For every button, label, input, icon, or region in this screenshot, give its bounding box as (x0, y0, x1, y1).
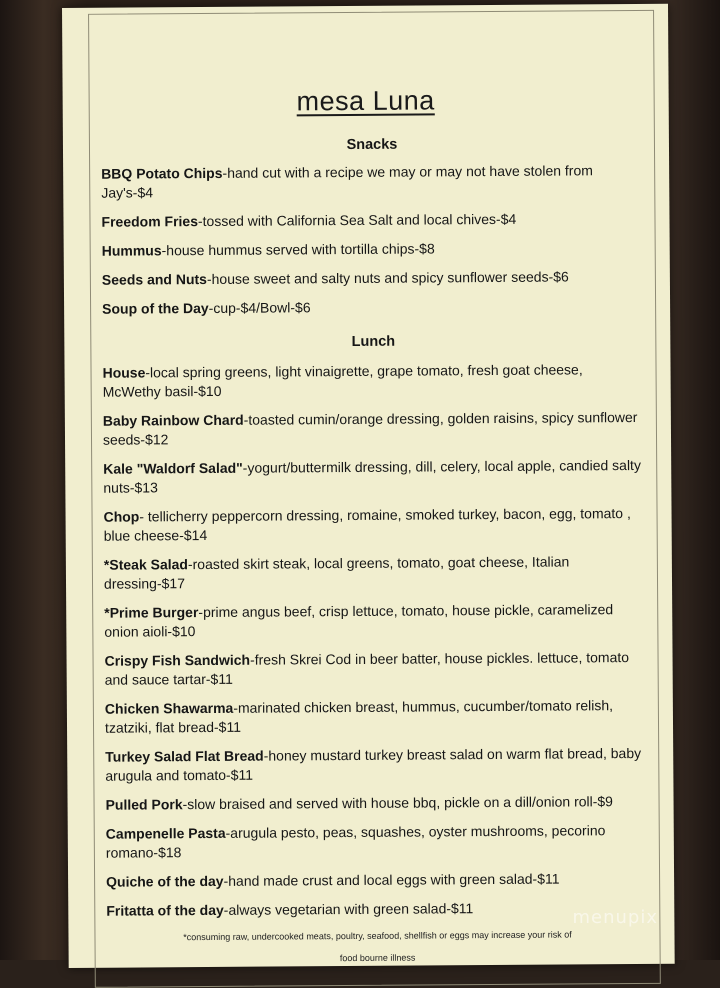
item-description: -hand made crust and local eggs with green salad-$11 (223, 870, 560, 889)
item-name: Freedom Fries (101, 213, 199, 230)
menu-item (104, 552, 646, 594)
item-name: Seeds and Nuts (101, 270, 207, 288)
item-name: *Steak Salad (103, 556, 189, 573)
menu-item (101, 161, 643, 203)
note-line-2: food bourne illness (339, 952, 416, 964)
menu-item (101, 209, 643, 232)
item-description: - tellicherry peppercorn dressing, romaine, smoked turkey, bacon, egg, tomato , blue cheese-$14 (103, 505, 631, 544)
menu-item (106, 869, 648, 892)
menu-item (105, 744, 647, 786)
item-description: -fresh Skrei Cod in beer batter, house pickles. lettuce, tomato and sauce tartar-$11 (104, 649, 630, 688)
item-description: -honey mustard turkey breast salad on warm flat bread, baby arugula and tomato-$11 (105, 744, 642, 784)
item-name: Chop (103, 508, 140, 525)
item-name: Turkey Salad Flat Bread (105, 747, 264, 765)
item-description: -toasted cumin/orange dressing, golden raisins, spicy sunflower seeds-$12 (102, 408, 638, 448)
item-description: -local spring greens, light vinaigrette, grape tomato, fresh goat cheese, McWethy basil-$10 (102, 361, 583, 400)
menu-item (104, 600, 646, 642)
menu-item (106, 792, 648, 815)
watermark-logo: menupix (572, 907, 658, 928)
item-description: -tossed with California Sea Salt and local chives-$4 (197, 210, 517, 230)
item-name: Soup of the Day (102, 299, 209, 317)
menu-item (103, 456, 645, 498)
item-name: Quiche of the day (106, 872, 224, 890)
food-safety-note (106, 927, 648, 967)
item-description: -cup-$4/Bowl-$6 (208, 299, 311, 316)
item-name: Fritatta of the day (106, 901, 224, 919)
item-description: -house hummus served with tortilla chips-$8 (161, 240, 435, 259)
menu-sheet (62, 4, 675, 968)
item-description: -yogurt/buttermilk dressing, dill, celery, local apple, candied salty nuts-$13 (103, 456, 641, 496)
menu-content (101, 134, 649, 967)
item-description: -house sweet and salty nuts and spicy sunflower seeds-$6 (206, 268, 569, 287)
note-line-1: *consuming raw, undercooked meats, poultry, seafood, shellfish or eggs may increase your risk of (183, 929, 572, 943)
menu-title-text: mesa Luna (296, 85, 435, 117)
item-description: -marinated chicken breast, hummus, cucumber/tomato relish, tzatziki, flat bread-$11 (104, 697, 614, 736)
item-name: House (102, 364, 146, 381)
item-name: Crispy Fish Sandwich (104, 651, 251, 669)
menu-title (63, 84, 669, 119)
item-name: Campenelle Pasta (105, 824, 226, 842)
item-description: -arugula pesto, peas, squashes, oyster mushrooms, pecorino romano-$18 (105, 822, 606, 861)
menu-item (103, 504, 645, 546)
item-description: -prime angus beef, crisp lettuce, tomato, house pickle, caramelized onion aioli-$10 (104, 601, 614, 640)
item-name: Baby Rainbow Chard (102, 411, 244, 429)
item-description: -hand cut with a recipe we may or may not have stolen from Jay's-$4 (101, 162, 593, 201)
item-description: -always vegetarian with green salad-$11 (223, 900, 474, 918)
menu-item (105, 696, 647, 738)
item-name: *Prime Burger (104, 604, 199, 621)
menu-item (103, 408, 645, 450)
item-description: -roasted skirt steak, local greens, tomato, goat cheese, Italian dressing-$17 (103, 553, 570, 592)
menu-item (102, 238, 644, 261)
menu-item (102, 267, 644, 290)
section-heading-lunch: Lunch (351, 333, 396, 350)
item-description: -slow braised and served with house bbq, pickle on a dill/onion roll-$9 (182, 793, 613, 813)
menu-item (106, 898, 648, 921)
menu-item (102, 360, 644, 402)
menu-item (106, 821, 648, 863)
menu-item (102, 296, 644, 319)
section-heading-snacks: Snacks (346, 136, 398, 154)
item-name: BBQ Potato Chips (101, 164, 223, 182)
item-name: Pulled Pork (105, 796, 183, 813)
item-name: Chicken Shawarma (104, 699, 234, 717)
item-name: Kale "Waldorf Salad" (103, 459, 243, 477)
item-name: Hummus (101, 242, 162, 259)
menu-item (104, 648, 646, 690)
